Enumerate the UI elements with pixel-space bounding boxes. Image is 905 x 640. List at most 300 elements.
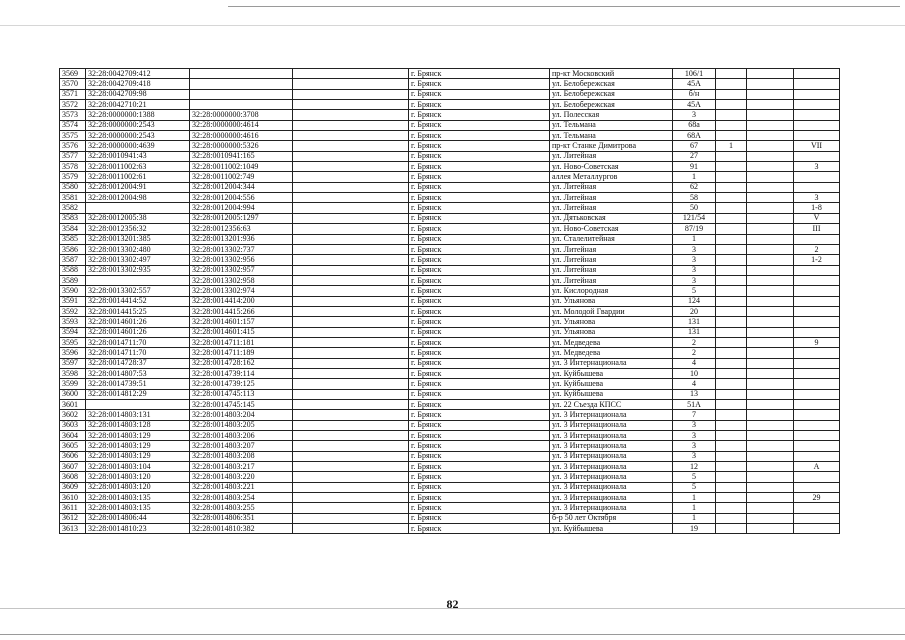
empty-cell bbox=[747, 162, 794, 172]
cadastral-number-cell: 32:28:0013302:935 bbox=[86, 265, 190, 275]
empty-cell bbox=[293, 389, 409, 399]
empty-cell bbox=[747, 100, 794, 110]
empty-cell bbox=[747, 358, 794, 368]
building-corpus-cell bbox=[716, 431, 747, 441]
building-corpus-cell bbox=[716, 420, 747, 430]
empty-cell bbox=[293, 182, 409, 192]
empty-cell bbox=[293, 524, 409, 534]
house-number-cell: 4 bbox=[673, 358, 716, 368]
table-row bbox=[60, 431, 840, 441]
city-cell: г. Брянск bbox=[409, 286, 550, 296]
table-row bbox=[60, 410, 840, 420]
empty-cell bbox=[293, 410, 409, 420]
building-cadastral-cell: 32:28:0014739:125 bbox=[190, 379, 293, 389]
building-cadastral-cell: 32:28:0000000:4616 bbox=[190, 131, 293, 141]
street-cell: пр-кт Станке Димитрова bbox=[550, 141, 673, 151]
cadastral-number-cell: 32:28:0012005:38 bbox=[86, 213, 190, 223]
empty-cell bbox=[747, 213, 794, 223]
street-cell: ул. Белобережская bbox=[550, 79, 673, 89]
building-cadastral-cell bbox=[190, 79, 293, 89]
building-corpus-cell bbox=[716, 296, 747, 306]
row-number-cell: 3612 bbox=[60, 513, 86, 523]
street-cell: ул. Литейная bbox=[550, 255, 673, 265]
litera-cell bbox=[794, 265, 840, 275]
building-cadastral-cell: 32:28:0012356:63 bbox=[190, 224, 293, 234]
table-row bbox=[60, 306, 840, 316]
empty-cell bbox=[293, 337, 409, 347]
empty-cell bbox=[293, 234, 409, 244]
building-corpus-cell bbox=[716, 89, 747, 99]
street-cell: ул. Литейная bbox=[550, 244, 673, 254]
street-cell: ул. Куйбышева bbox=[550, 379, 673, 389]
empty-cell bbox=[747, 193, 794, 203]
litera-cell bbox=[794, 482, 840, 492]
row-number-cell: 3583 bbox=[60, 213, 86, 223]
empty-cell bbox=[293, 255, 409, 265]
building-corpus-cell bbox=[716, 493, 747, 503]
empty-cell bbox=[747, 524, 794, 534]
building-corpus-cell bbox=[716, 503, 747, 513]
empty-cell bbox=[747, 131, 794, 141]
building-corpus-cell bbox=[716, 100, 747, 110]
table-row bbox=[60, 462, 840, 472]
empty-cell bbox=[293, 368, 409, 378]
scan-edge-line bbox=[0, 634, 905, 635]
litera-cell bbox=[794, 79, 840, 89]
empty-cell bbox=[293, 141, 409, 151]
cadastral-number-cell: 32:28:0012004:91 bbox=[86, 182, 190, 192]
scan-edge-line bbox=[0, 608, 905, 609]
table-row bbox=[60, 337, 840, 347]
building-cadastral-cell: 32:28:0014803:255 bbox=[190, 503, 293, 513]
building-cadastral-cell: 32:28:0012005:1297 bbox=[190, 213, 293, 223]
row-number-cell: 3575 bbox=[60, 131, 86, 141]
table-row bbox=[60, 265, 840, 275]
city-cell: г. Брянск bbox=[409, 203, 550, 213]
litera-cell: 3 bbox=[794, 162, 840, 172]
table-row bbox=[60, 203, 840, 213]
street-cell: ул. Ново-Советская bbox=[550, 162, 673, 172]
building-corpus-cell bbox=[716, 265, 747, 275]
building-cadastral-cell: 32:28:0014803:221 bbox=[190, 482, 293, 492]
building-cadastral-cell: 32:28:0014803:205 bbox=[190, 420, 293, 430]
house-number-cell: 2 bbox=[673, 337, 716, 347]
scan-edge-line bbox=[228, 6, 900, 7]
city-cell: г. Брянск bbox=[409, 358, 550, 368]
street-cell: ул. Литейная bbox=[550, 151, 673, 161]
street-cell: ул. 3 Интернационала bbox=[550, 441, 673, 451]
cadastral-number-cell: 32:28:0042709:412 bbox=[86, 69, 190, 79]
empty-cell bbox=[293, 513, 409, 523]
house-number-cell: 3 bbox=[673, 441, 716, 451]
street-cell: ул. 3 Интернационала bbox=[550, 420, 673, 430]
building-cadastral-cell: 32:28:0010941:165 bbox=[190, 151, 293, 161]
house-number-cell: 121/54 bbox=[673, 213, 716, 223]
table-row bbox=[60, 131, 840, 141]
city-cell: г. Брянск bbox=[409, 69, 550, 79]
building-cadastral-cell: 32:28:0014803:217 bbox=[190, 462, 293, 472]
cadastral-number-cell: 32:28:0014803:135 bbox=[86, 493, 190, 503]
empty-cell bbox=[293, 400, 409, 410]
street-cell: ул. 3 Интернационала bbox=[550, 358, 673, 368]
table-row bbox=[60, 141, 840, 151]
cadastral-number-cell: 32:28:0014810:23 bbox=[86, 524, 190, 534]
row-number-cell: 3589 bbox=[60, 275, 86, 285]
litera-cell bbox=[794, 327, 840, 337]
table-row bbox=[60, 317, 840, 327]
house-number-cell: 19 bbox=[673, 524, 716, 534]
litera-cell bbox=[794, 503, 840, 513]
empty-cell bbox=[747, 337, 794, 347]
table-row bbox=[60, 348, 840, 358]
house-number-cell: 12 bbox=[673, 462, 716, 472]
empty-cell bbox=[747, 482, 794, 492]
litera-cell bbox=[794, 317, 840, 327]
city-cell: г. Брянск bbox=[409, 234, 550, 244]
row-number-cell: 3592 bbox=[60, 306, 86, 316]
row-number-cell: 3578 bbox=[60, 162, 86, 172]
cadastral-number-cell: 32:28:0014806:44 bbox=[86, 513, 190, 523]
building-cadastral-cell: 32:28:0013302:958 bbox=[190, 275, 293, 285]
city-cell: г. Брянск bbox=[409, 182, 550, 192]
empty-cell bbox=[747, 141, 794, 151]
empty-cell bbox=[747, 224, 794, 234]
house-number-cell: 124 bbox=[673, 296, 716, 306]
street-cell: ул. Полесская bbox=[550, 110, 673, 120]
empty-cell bbox=[747, 368, 794, 378]
city-cell: г. Брянск bbox=[409, 255, 550, 265]
building-cadastral-cell: 32:28:0014745:145 bbox=[190, 400, 293, 410]
street-cell: ул. 3 Интернационала bbox=[550, 493, 673, 503]
table-row bbox=[60, 358, 840, 368]
cadastral-number-cell: 32:28:0013302:497 bbox=[86, 255, 190, 265]
street-cell: пр-кт Московский bbox=[550, 69, 673, 79]
building-corpus-cell bbox=[716, 368, 747, 378]
row-number-cell: 3602 bbox=[60, 410, 86, 420]
empty-cell bbox=[293, 244, 409, 254]
empty-cell bbox=[747, 431, 794, 441]
litera-cell bbox=[794, 379, 840, 389]
cadastral-number-cell: 32:28:0000000:2543 bbox=[86, 131, 190, 141]
street-cell: аллея Металлургов bbox=[550, 172, 673, 182]
street-cell: ул. Ульянова bbox=[550, 327, 673, 337]
building-cadastral-cell: 32:28:0013302:737 bbox=[190, 244, 293, 254]
empty-cell bbox=[747, 389, 794, 399]
building-corpus-cell bbox=[716, 275, 747, 285]
street-cell: ул. Ульянова bbox=[550, 317, 673, 327]
building-corpus-cell bbox=[716, 410, 747, 420]
street-cell: ул. Ульянова bbox=[550, 296, 673, 306]
city-cell: г. Брянск bbox=[409, 482, 550, 492]
house-number-cell: 10 bbox=[673, 368, 716, 378]
row-number-cell: 3586 bbox=[60, 244, 86, 254]
table-row bbox=[60, 213, 840, 223]
row-number-cell: 3597 bbox=[60, 358, 86, 368]
cadastral-number-cell: 32:28:0013302:557 bbox=[86, 286, 190, 296]
empty-cell bbox=[747, 296, 794, 306]
house-number-cell: 68а bbox=[673, 120, 716, 130]
building-cadastral-cell bbox=[190, 100, 293, 110]
building-cadastral-cell: 32:28:0000000:4614 bbox=[190, 120, 293, 130]
house-number-cell: 3 bbox=[673, 451, 716, 461]
street-cell: ул. Тельмана bbox=[550, 120, 673, 130]
litera-cell: 1-2 bbox=[794, 255, 840, 265]
street-cell: ул. Литейная bbox=[550, 193, 673, 203]
empty-cell bbox=[293, 348, 409, 358]
street-cell: ул. Медведева bbox=[550, 348, 673, 358]
empty-cell bbox=[747, 89, 794, 99]
building-corpus-cell bbox=[716, 524, 747, 534]
row-number-cell: 3613 bbox=[60, 524, 86, 534]
empty-cell bbox=[293, 286, 409, 296]
empty-cell bbox=[747, 275, 794, 285]
street-cell: ул. Белобережская bbox=[550, 89, 673, 99]
row-number-cell: 3591 bbox=[60, 296, 86, 306]
city-cell: г. Брянск bbox=[409, 224, 550, 234]
building-cadastral-cell: 32:28:0011002:1049 bbox=[190, 162, 293, 172]
street-cell: ул. Литейная bbox=[550, 275, 673, 285]
street-cell: ул. 3 Интернационала bbox=[550, 462, 673, 472]
table-row bbox=[60, 368, 840, 378]
building-cadastral-cell: 32:28:0014803:254 bbox=[190, 493, 293, 503]
table-row bbox=[60, 296, 840, 306]
cadastral-number-cell: 32:28:0042709:418 bbox=[86, 79, 190, 89]
city-cell: г. Брянск bbox=[409, 265, 550, 275]
table-row bbox=[60, 482, 840, 492]
empty-cell bbox=[747, 317, 794, 327]
house-number-cell: 1 bbox=[673, 493, 716, 503]
cadastral-number-cell: 32:28:0014803:129 bbox=[86, 431, 190, 441]
street-cell: ул. Дятьковская bbox=[550, 213, 673, 223]
litera-cell: 29 bbox=[794, 493, 840, 503]
cadastral-number-cell: 32:28:0011002:61 bbox=[86, 172, 190, 182]
empty-cell bbox=[293, 172, 409, 182]
litera-cell bbox=[794, 513, 840, 523]
table-row bbox=[60, 286, 840, 296]
litera-cell: III bbox=[794, 224, 840, 234]
table-row bbox=[60, 151, 840, 161]
empty-cell bbox=[293, 100, 409, 110]
empty-cell bbox=[293, 79, 409, 89]
house-number-cell: б/н bbox=[673, 89, 716, 99]
city-cell: г. Брянск bbox=[409, 327, 550, 337]
cadastral-number-cell bbox=[86, 275, 190, 285]
building-cadastral-cell: 32:28:0000000:3708 bbox=[190, 110, 293, 120]
cadastral-number-cell bbox=[86, 400, 190, 410]
empty-cell bbox=[747, 462, 794, 472]
house-number-cell: 5 bbox=[673, 472, 716, 482]
building-cadastral-cell: 32:28:0011002:749 bbox=[190, 172, 293, 182]
city-cell: г. Брянск bbox=[409, 110, 550, 120]
building-cadastral-cell: 32:28:0014601:157 bbox=[190, 317, 293, 327]
street-cell: ул. 3 Интернационала bbox=[550, 503, 673, 513]
cadastral-number-cell: 32:28:0012004:98 bbox=[86, 193, 190, 203]
litera-cell bbox=[794, 441, 840, 451]
house-number-cell: 1 bbox=[673, 234, 716, 244]
empty-cell bbox=[747, 493, 794, 503]
row-number-cell: 3606 bbox=[60, 451, 86, 461]
table-row bbox=[60, 441, 840, 451]
building-cadastral-cell: 32:28:0012004:344 bbox=[190, 182, 293, 192]
house-number-cell: 3 bbox=[673, 420, 716, 430]
row-number-cell: 3577 bbox=[60, 151, 86, 161]
table-row bbox=[60, 275, 840, 285]
empty-cell bbox=[747, 182, 794, 192]
city-cell: г. Брянск bbox=[409, 348, 550, 358]
litera-cell bbox=[794, 306, 840, 316]
cadastral-number-cell: 32:28:0014803:128 bbox=[86, 420, 190, 430]
cadastral-number-cell: 32:28:0013302:480 bbox=[86, 244, 190, 254]
litera-cell bbox=[794, 131, 840, 141]
empty-cell bbox=[293, 317, 409, 327]
house-number-cell: 3 bbox=[673, 255, 716, 265]
building-cadastral-cell: 32:28:0014711:189 bbox=[190, 348, 293, 358]
building-corpus-cell bbox=[716, 79, 747, 89]
litera-cell: V bbox=[794, 213, 840, 223]
building-corpus-cell bbox=[716, 244, 747, 254]
row-number-cell: 3590 bbox=[60, 286, 86, 296]
house-number-cell: 68А bbox=[673, 131, 716, 141]
city-cell: г. Брянск bbox=[409, 213, 550, 223]
building-corpus-cell bbox=[716, 110, 747, 120]
cadastral-number-cell: 32:28:0013201:385 bbox=[86, 234, 190, 244]
empty-cell bbox=[747, 451, 794, 461]
empty-cell bbox=[747, 379, 794, 389]
building-cadastral-cell: 32:28:0014745:113 bbox=[190, 389, 293, 399]
house-number-cell: 51А bbox=[673, 400, 716, 410]
building-corpus-cell bbox=[716, 389, 747, 399]
litera-cell bbox=[794, 400, 840, 410]
litera-cell bbox=[794, 524, 840, 534]
building-corpus-cell bbox=[716, 306, 747, 316]
empty-cell bbox=[747, 110, 794, 120]
empty-cell bbox=[747, 327, 794, 337]
building-corpus-cell bbox=[716, 193, 747, 203]
house-number-cell: 2 bbox=[673, 348, 716, 358]
row-number-cell: 3601 bbox=[60, 400, 86, 410]
row-number-cell: 3581 bbox=[60, 193, 86, 203]
street-cell: ул. 3 Интернационала bbox=[550, 410, 673, 420]
row-number-cell: 3576 bbox=[60, 141, 86, 151]
street-cell: ул. 22 Съезда КПСС bbox=[550, 400, 673, 410]
building-cadastral-cell: 32:28:0013302:974 bbox=[190, 286, 293, 296]
table-row bbox=[60, 69, 840, 79]
city-cell: г. Брянск bbox=[409, 368, 550, 378]
city-cell: г. Брянск bbox=[409, 141, 550, 151]
building-corpus-cell bbox=[716, 286, 747, 296]
cadastral-number-cell: 32:28:0010941:43 bbox=[86, 151, 190, 161]
row-number-cell: 3600 bbox=[60, 389, 86, 399]
litera-cell bbox=[794, 234, 840, 244]
empty-cell bbox=[293, 482, 409, 492]
table-row bbox=[60, 244, 840, 254]
cadastral-number-cell: 32:28:0014803:129 bbox=[86, 451, 190, 461]
empty-cell bbox=[293, 503, 409, 513]
cadastral-number-cell: 32:28:0014803:120 bbox=[86, 482, 190, 492]
city-cell: г. Брянск bbox=[409, 317, 550, 327]
house-number-cell: 3 bbox=[673, 431, 716, 441]
row-number-cell: 3588 bbox=[60, 265, 86, 275]
row-number-cell: 3582 bbox=[60, 203, 86, 213]
litera-cell bbox=[794, 172, 840, 182]
table-row bbox=[60, 379, 840, 389]
table-row bbox=[60, 493, 840, 503]
building-cadastral-cell: 32:28:0013302:957 bbox=[190, 265, 293, 275]
street-cell: ул. Литейная bbox=[550, 182, 673, 192]
street-cell: ул. Молодой Гвардии bbox=[550, 306, 673, 316]
cadastral-number-cell: 32:28:0042709:98 bbox=[86, 89, 190, 99]
city-cell: г. Брянск bbox=[409, 472, 550, 482]
city-cell: г. Брянск bbox=[409, 131, 550, 141]
house-number-cell: 3 bbox=[673, 244, 716, 254]
litera-cell bbox=[794, 89, 840, 99]
empty-cell bbox=[747, 348, 794, 358]
row-number-cell: 3593 bbox=[60, 317, 86, 327]
row-number-cell: 3585 bbox=[60, 234, 86, 244]
building-corpus-cell bbox=[716, 255, 747, 265]
empty-cell bbox=[747, 203, 794, 213]
table-row bbox=[60, 193, 840, 203]
city-cell: г. Брянск bbox=[409, 172, 550, 182]
cadastral-number-cell: 32:28:0014601:26 bbox=[86, 327, 190, 337]
litera-cell: 2 bbox=[794, 244, 840, 254]
row-number-cell: 3603 bbox=[60, 420, 86, 430]
house-number-cell: 91 bbox=[673, 162, 716, 172]
address-register-table bbox=[59, 68, 840, 534]
building-cadastral-cell bbox=[190, 69, 293, 79]
row-number-cell: 3604 bbox=[60, 431, 86, 441]
litera-cell bbox=[794, 389, 840, 399]
cadastral-number-cell: 32:28:0014739:51 bbox=[86, 379, 190, 389]
street-cell: ул. 3 Интернационала bbox=[550, 431, 673, 441]
cadastral-number-cell: 32:28:0014803:131 bbox=[86, 410, 190, 420]
building-cadastral-cell: 32:28:0014601:415 bbox=[190, 327, 293, 337]
city-cell: г. Брянск bbox=[409, 493, 550, 503]
table-row bbox=[60, 162, 840, 172]
row-number-cell: 3594 bbox=[60, 327, 86, 337]
street-cell: ул. Тельмана bbox=[550, 131, 673, 141]
row-number-cell: 3605 bbox=[60, 441, 86, 451]
empty-cell bbox=[293, 265, 409, 275]
building-cadastral-cell: 32:28:0014728:162 bbox=[190, 358, 293, 368]
building-cadastral-cell: 32:28:0014803:204 bbox=[190, 410, 293, 420]
building-corpus-cell bbox=[716, 213, 747, 223]
building-corpus-cell bbox=[716, 337, 747, 347]
city-cell: г. Брянск bbox=[409, 400, 550, 410]
litera-cell bbox=[794, 472, 840, 482]
cadastral-number-cell: 32:28:0014812:29 bbox=[86, 389, 190, 399]
building-cadastral-cell: 32:28:0014711:181 bbox=[190, 337, 293, 347]
building-corpus-cell bbox=[716, 234, 747, 244]
litera-cell bbox=[794, 348, 840, 358]
litera-cell bbox=[794, 110, 840, 120]
house-number-cell: 1 bbox=[673, 172, 716, 182]
house-number-cell: 4 bbox=[673, 379, 716, 389]
empty-cell bbox=[747, 234, 794, 244]
house-number-cell: 1 bbox=[673, 513, 716, 523]
row-number-cell: 3573 bbox=[60, 110, 86, 120]
table-row bbox=[60, 234, 840, 244]
litera-cell bbox=[794, 431, 840, 441]
litera-cell bbox=[794, 151, 840, 161]
litera-cell bbox=[794, 410, 840, 420]
page-number: 82 bbox=[446, 597, 459, 611]
empty-cell bbox=[747, 472, 794, 482]
house-number-cell: 45А bbox=[673, 100, 716, 110]
row-number-cell: 3608 bbox=[60, 472, 86, 482]
building-corpus-cell bbox=[716, 348, 747, 358]
house-number-cell: 27 bbox=[673, 151, 716, 161]
